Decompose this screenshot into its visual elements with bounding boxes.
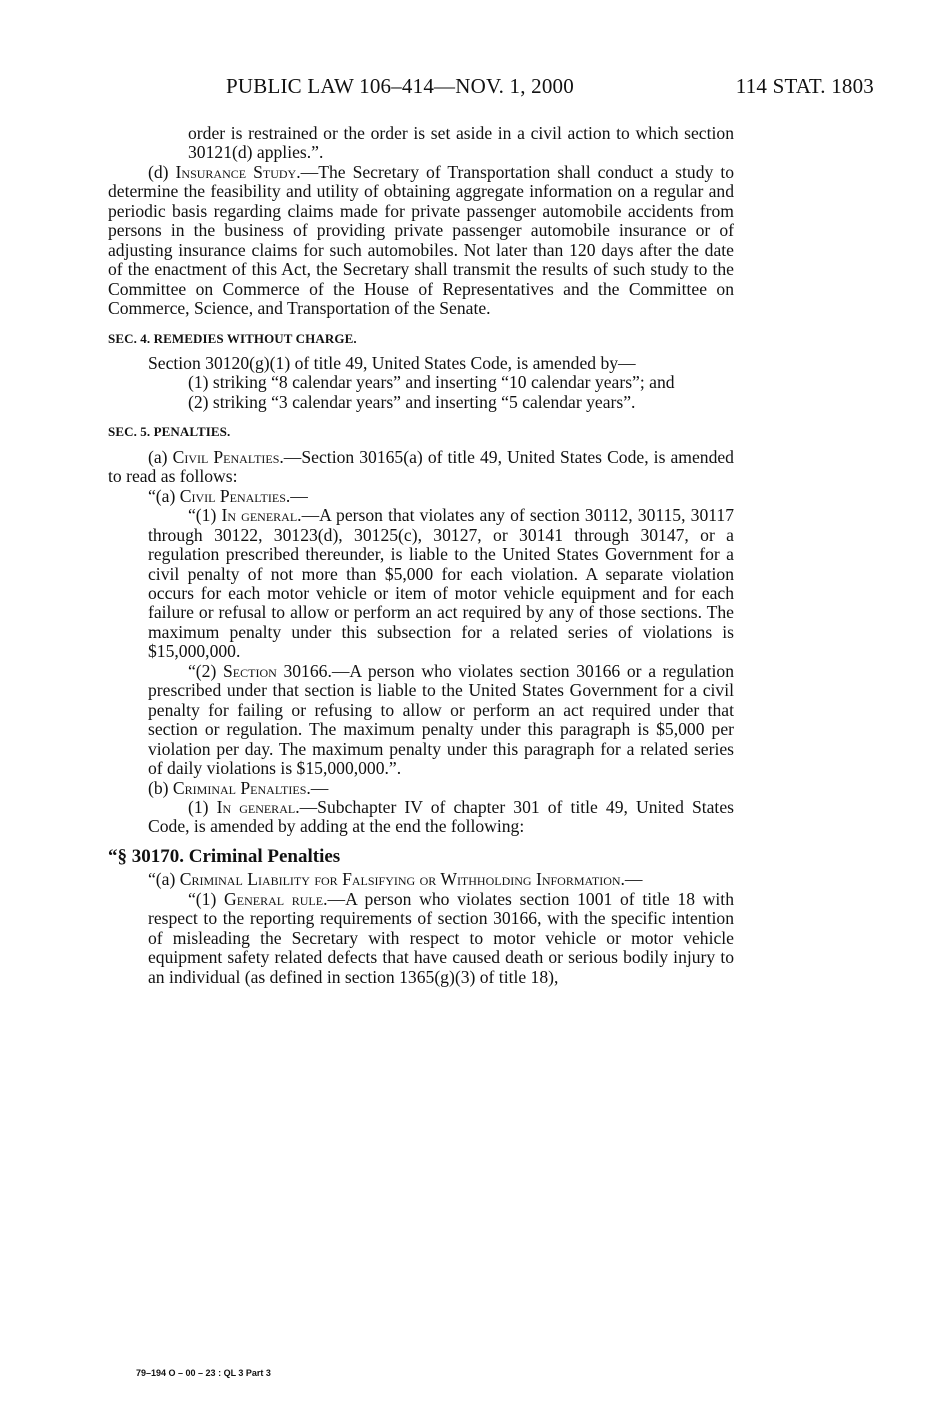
paragraph-label: “(2) [188, 660, 223, 681]
paragraph-continuation [108, 124, 734, 163]
paragraph-text: .—A person who violates section 30166 or a regulation prescribed under that section is liable to the United States Government for a civil penalty for failing or refusing to allow or perform an act required under that section or regulation. The maximum penalty under this paragraph is $5,000 per violation per day. The maximum penalty under this paragraph for a related series of daily violations is $15,000,000.”. [148, 660, 734, 779]
section-5-subsection-a [108, 448, 734, 487]
section-5-heading: SEC. 5. PENALTIES. [108, 424, 231, 440]
statute-page-number: 114 STAT. 1803 [735, 74, 874, 98]
subsection-text: .—The Secretary of Transportation shall conduct a study to determine the feasibility and utility of obtaining aggregate information on a regular and periodic basis regarding claims made for private passenger automobile accidents from persons in the business of providing private passenger automobile insurance or of adjusting insurance claims for such automobiles. Not later than 120 days after the date of the enactment of this Act, the Secretary shall transmit the results of such study to the Committee on Commerce of the House of Representatives and the Committee on Commerce, Science, and Transportation of the Senate. [108, 161, 735, 319]
print-job-footer: 79–194 O – 00 – 23 : QL 3 Part 3 [136, 1368, 271, 1378]
subsection-label: (b) [148, 777, 173, 798]
subsection-label: “(a) [148, 869, 180, 890]
paragraph-heading: In general [216, 796, 296, 817]
quoted-subsection-a [108, 487, 734, 506]
quoted-paragraph-2 [108, 662, 734, 779]
subsection-text: .—Section 30165(a) of title 49, United States Code, is amended to read as follows: [108, 446, 734, 487]
paragraph-text: .—A person who violates section 1001 of title 18 with respect to the reporting requirements of section 30166, with the specific intention of misleading the Secretary with respect to motor vehicle or motor vehicle equipment safety related defects that have caused death or serious bodily injury to an individual (as defined in section 1365(g)(3) of title 18), [148, 888, 734, 987]
quoted-paragraph-1 [108, 506, 734, 662]
subsection-heading: Civil Penalties [172, 446, 280, 467]
subsection-d-insurance-study [108, 163, 734, 319]
subsection-label: “(a) [148, 485, 180, 506]
subsection-heading: Criminal Liability for Falsifying or Withholding Information [179, 869, 621, 890]
subsection-heading: Civil Penalties [179, 485, 286, 506]
paragraph-heading: Section 30166 [223, 660, 328, 681]
running-head-title: PUBLIC LAW 106–414—NOV. 1, 2000 [226, 74, 574, 98]
paragraph-text: .—Subchapter IV of chapter 301 of title 49, United States Code, is amended by adding at the end the following: [148, 796, 734, 837]
section-4-item-2: (2) striking “3 calendar years” and inserting “5 calendar years”. [188, 391, 636, 412]
paragraph-heading: General rule [224, 888, 324, 909]
paragraph-continuation-text: order is restrained or the order is set aside in a civil action to which section 30121(d) applies.”. [188, 123, 734, 163]
subsection-label: (a) [148, 446, 173, 467]
section-5-subsection-b [108, 779, 734, 798]
section-30170-subsection-a [108, 870, 734, 889]
heading-dash: .— [285, 485, 308, 506]
body-text [108, 124, 734, 987]
subsection-heading: Criminal Penalties [172, 777, 307, 798]
section-30170-heading: “§ 30170. Criminal Penalties [108, 845, 341, 867]
section-30170-rule-1 [108, 890, 734, 987]
paragraph-label: “(1) [188, 505, 222, 526]
subsection-label: (d) [148, 161, 176, 182]
paragraph-heading: In general [221, 505, 298, 526]
section-4-heading: SEC. 4. REMEDIES WITHOUT CHARGE. [108, 330, 357, 346]
subsection-b-paragraph-1 [108, 798, 734, 837]
section-4-item-1: (1) striking “8 calendar years” and inserting “10 calendar years”; and [188, 372, 675, 393]
paragraph-text: .—A person that violates any of section 30112, 30115, 30117 through 30122, 30123(d), 30125(c), 30127, or 30141 through 30147, or a regulation prescribed thereunder, is liable to the United States Government for a civil penalty of not more than $5,000 for each violation. A separate violation occurs for each motor vehicle or item of motor vehicle equipment and for each failure or refusal to allow or perform an act required by any of those sections. The maximum penalty under this subsection for a related series of violations is $15,000,000. [148, 505, 734, 662]
heading-dash: .— [620, 869, 643, 890]
heading-dash: .— [306, 777, 329, 798]
paragraph-label: “(1) [188, 888, 225, 909]
subsection-heading: Insurance Study [175, 161, 297, 182]
paragraph-label: (1) [188, 796, 217, 817]
section-4-intro: Section 30120(g)(1) of title 49, United States Code, is amended by— [148, 352, 636, 373]
